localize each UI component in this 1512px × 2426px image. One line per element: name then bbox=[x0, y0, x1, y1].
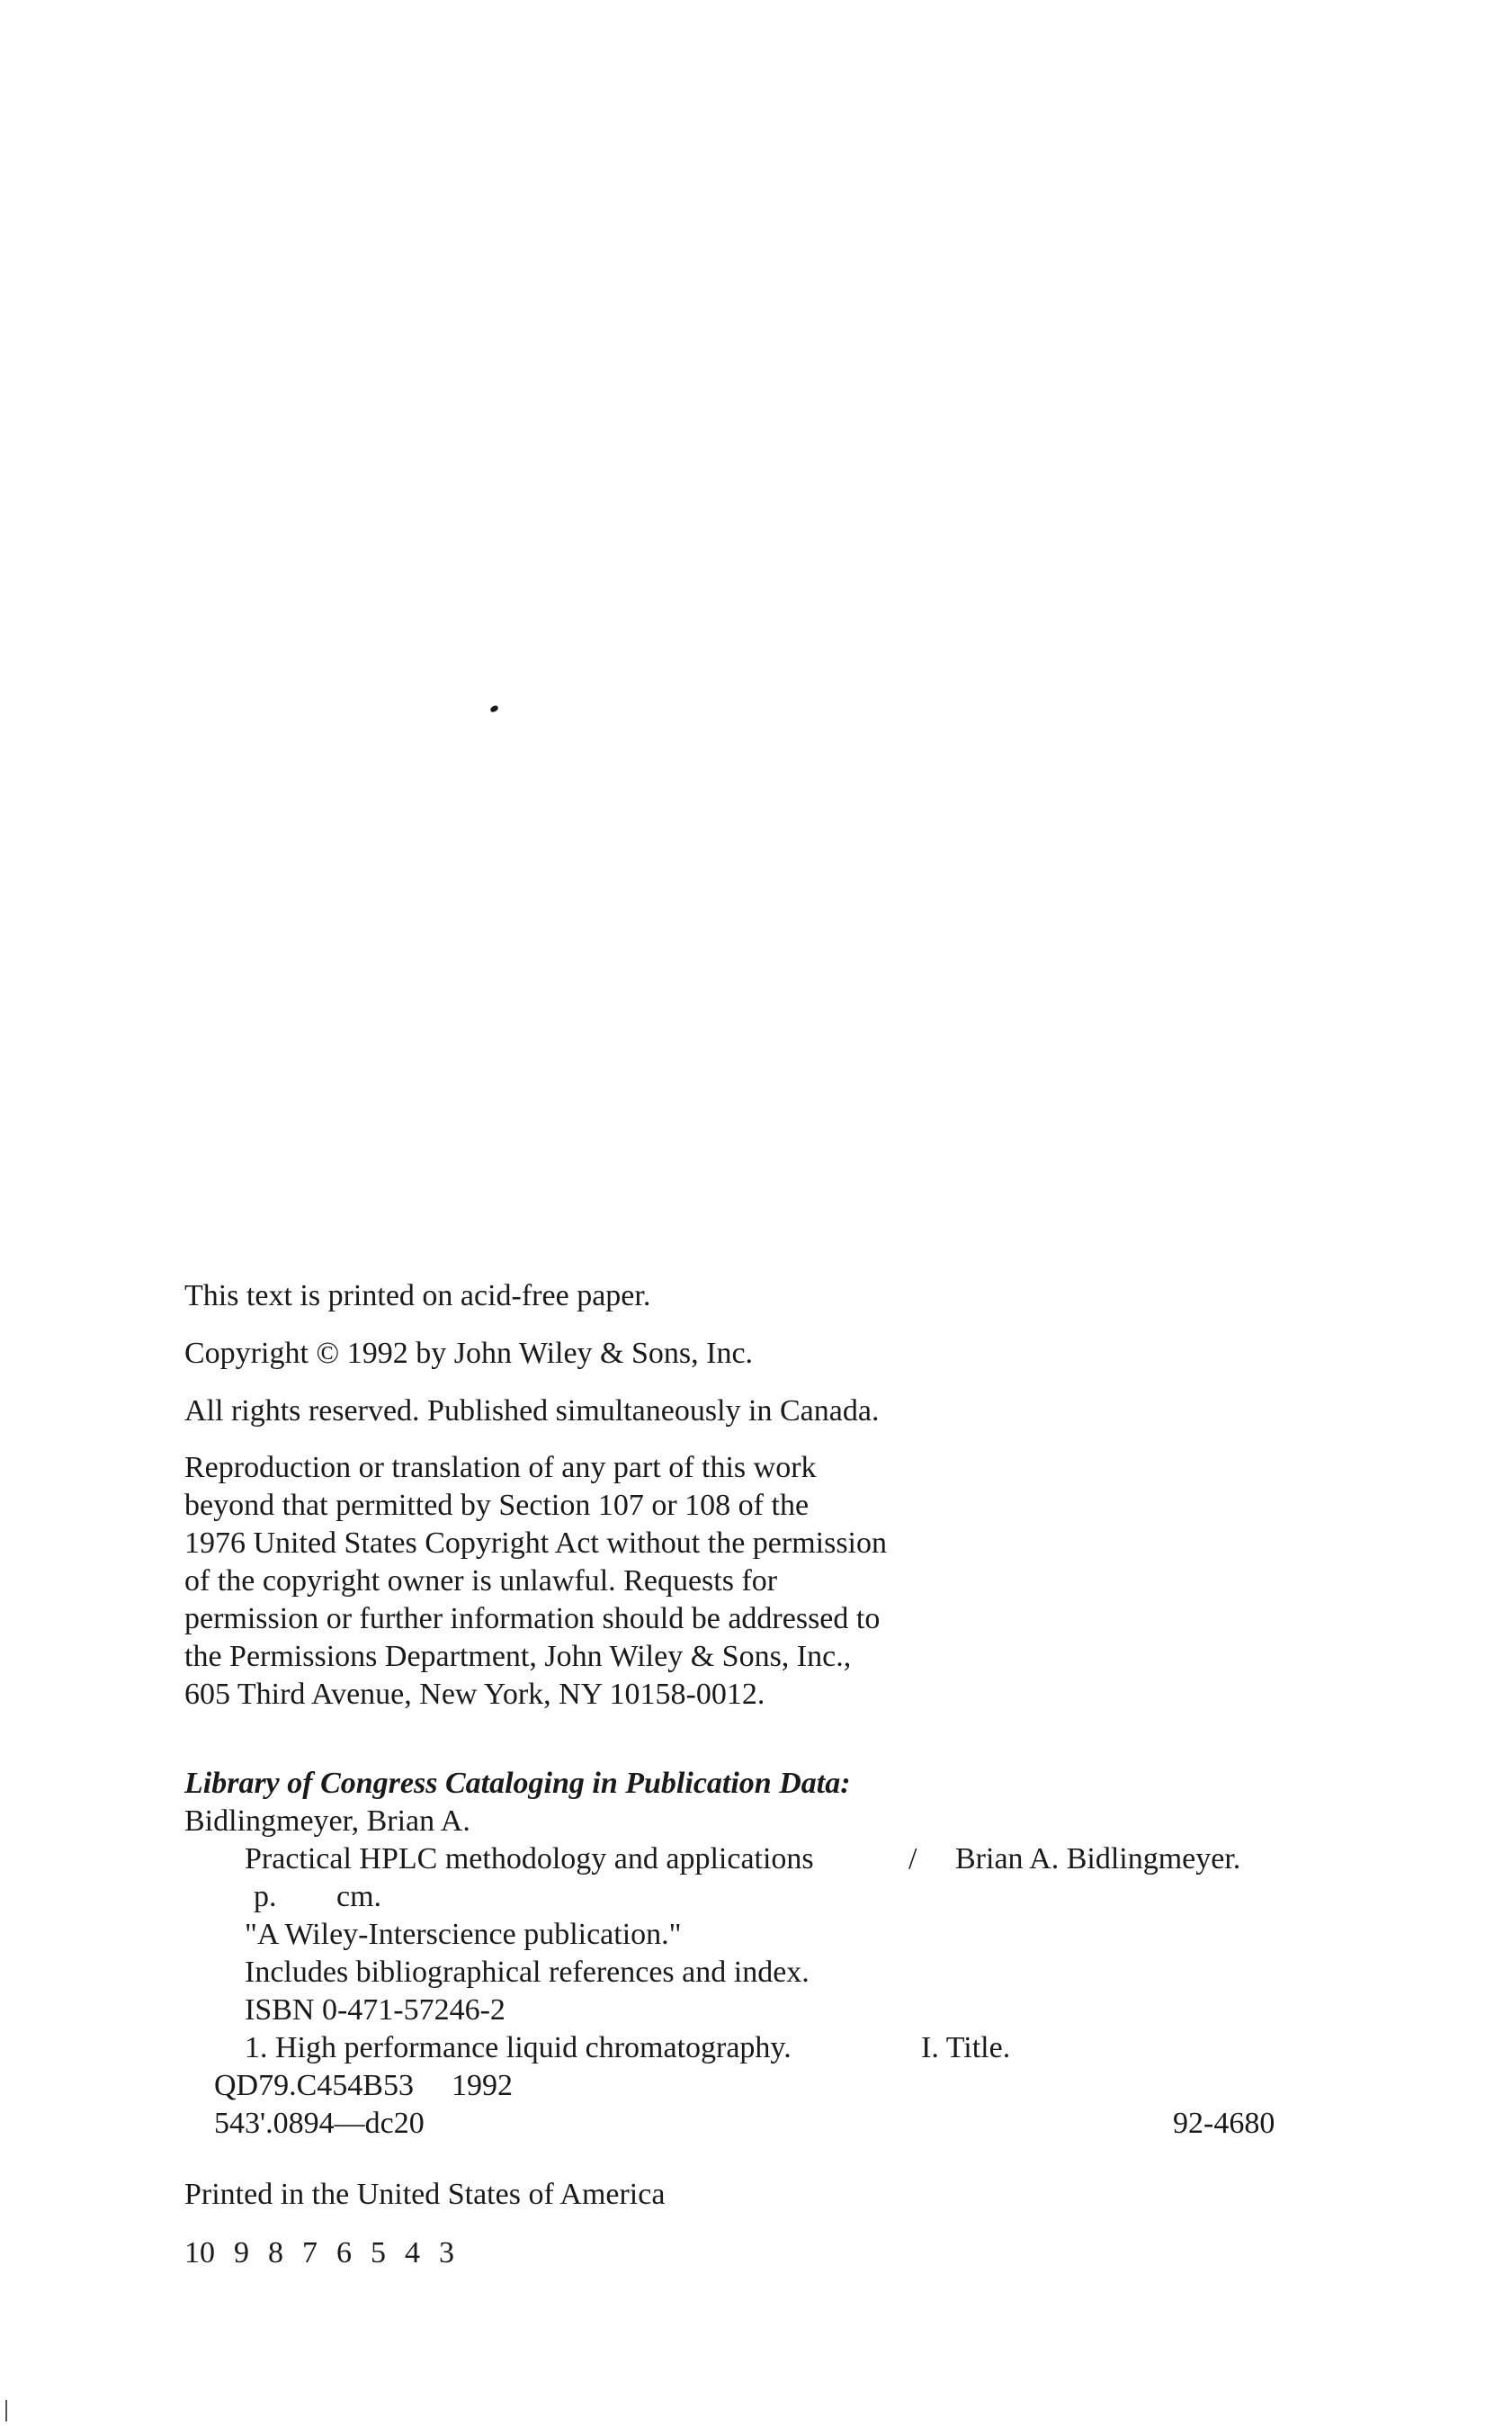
cip-title: Practical HPLC methodology and applications bbox=[245, 1842, 814, 1875]
ink-speck bbox=[489, 704, 499, 712]
reproduction-line: permission or further information should be addressed to bbox=[184, 1602, 881, 1635]
reproduction-line: beyond that permitted by Section 107 or 108 of the bbox=[184, 1489, 810, 1522]
cip-title-entry: I. Title. bbox=[921, 2031, 1011, 2064]
reproduction-line: of the copyright owner is unlawful. Requests for bbox=[184, 1564, 778, 1598]
acid-free-notice: This text is printed on acid-free paper. bbox=[184, 1279, 651, 1312]
cip-author: Bidlingmeyer, Brian A. bbox=[184, 1804, 470, 1838]
cip-heading: Library of Congress Cataloging in Publication Data: bbox=[184, 1767, 851, 1800]
cip-lccn: 92-4680 bbox=[1173, 2107, 1275, 2140]
printing-line: 10 9 8 7 6 5 4 3 bbox=[184, 2236, 454, 2269]
cip-title-slash: / bbox=[908, 1842, 917, 1875]
copyright-line: Copyright © 1992 by John Wiley & Sons, Inc. bbox=[184, 1337, 754, 1370]
cip-dewey: 543'.0894—dc20 bbox=[214, 2107, 425, 2140]
cip-responsibility: Brian A. Bidlingmeyer. bbox=[955, 1842, 1241, 1875]
rights-line: All rights reserved. Published simultaneously in Canada. bbox=[184, 1394, 880, 1428]
cip-bibliography-note: Includes bibliographical references and index. bbox=[245, 1956, 810, 1989]
cip-pagination: p. bbox=[254, 1880, 277, 1913]
cip-size: cm. bbox=[336, 1880, 382, 1913]
cip-series-note: "A Wiley-Interscience publication." bbox=[245, 1918, 682, 1951]
reproduction-line: the Permissions Department, John Wiley & Sons, Inc., bbox=[184, 1640, 852, 1673]
reproduction-line: 605 Third Avenue, New York, NY 10158-0012. bbox=[184, 1678, 765, 1711]
cip-lc-year: 1992 bbox=[452, 2069, 513, 2102]
cip-lc-call-number: QD79.C454B53 bbox=[214, 2069, 414, 2102]
gutter-mark bbox=[5, 2400, 7, 2422]
printed-in-line: Printed in the United States of America bbox=[184, 2178, 666, 2211]
reproduction-line: Reproduction or translation of any part of this work bbox=[184, 1451, 817, 1484]
cip-isbn: ISBN 0-471-57246-2 bbox=[245, 1993, 505, 2027]
reproduction-line: 1976 United States Copyright Act without the permission bbox=[184, 1526, 888, 1560]
cip-subject: 1. High performance liquid chromatography. bbox=[245, 2031, 792, 2064]
